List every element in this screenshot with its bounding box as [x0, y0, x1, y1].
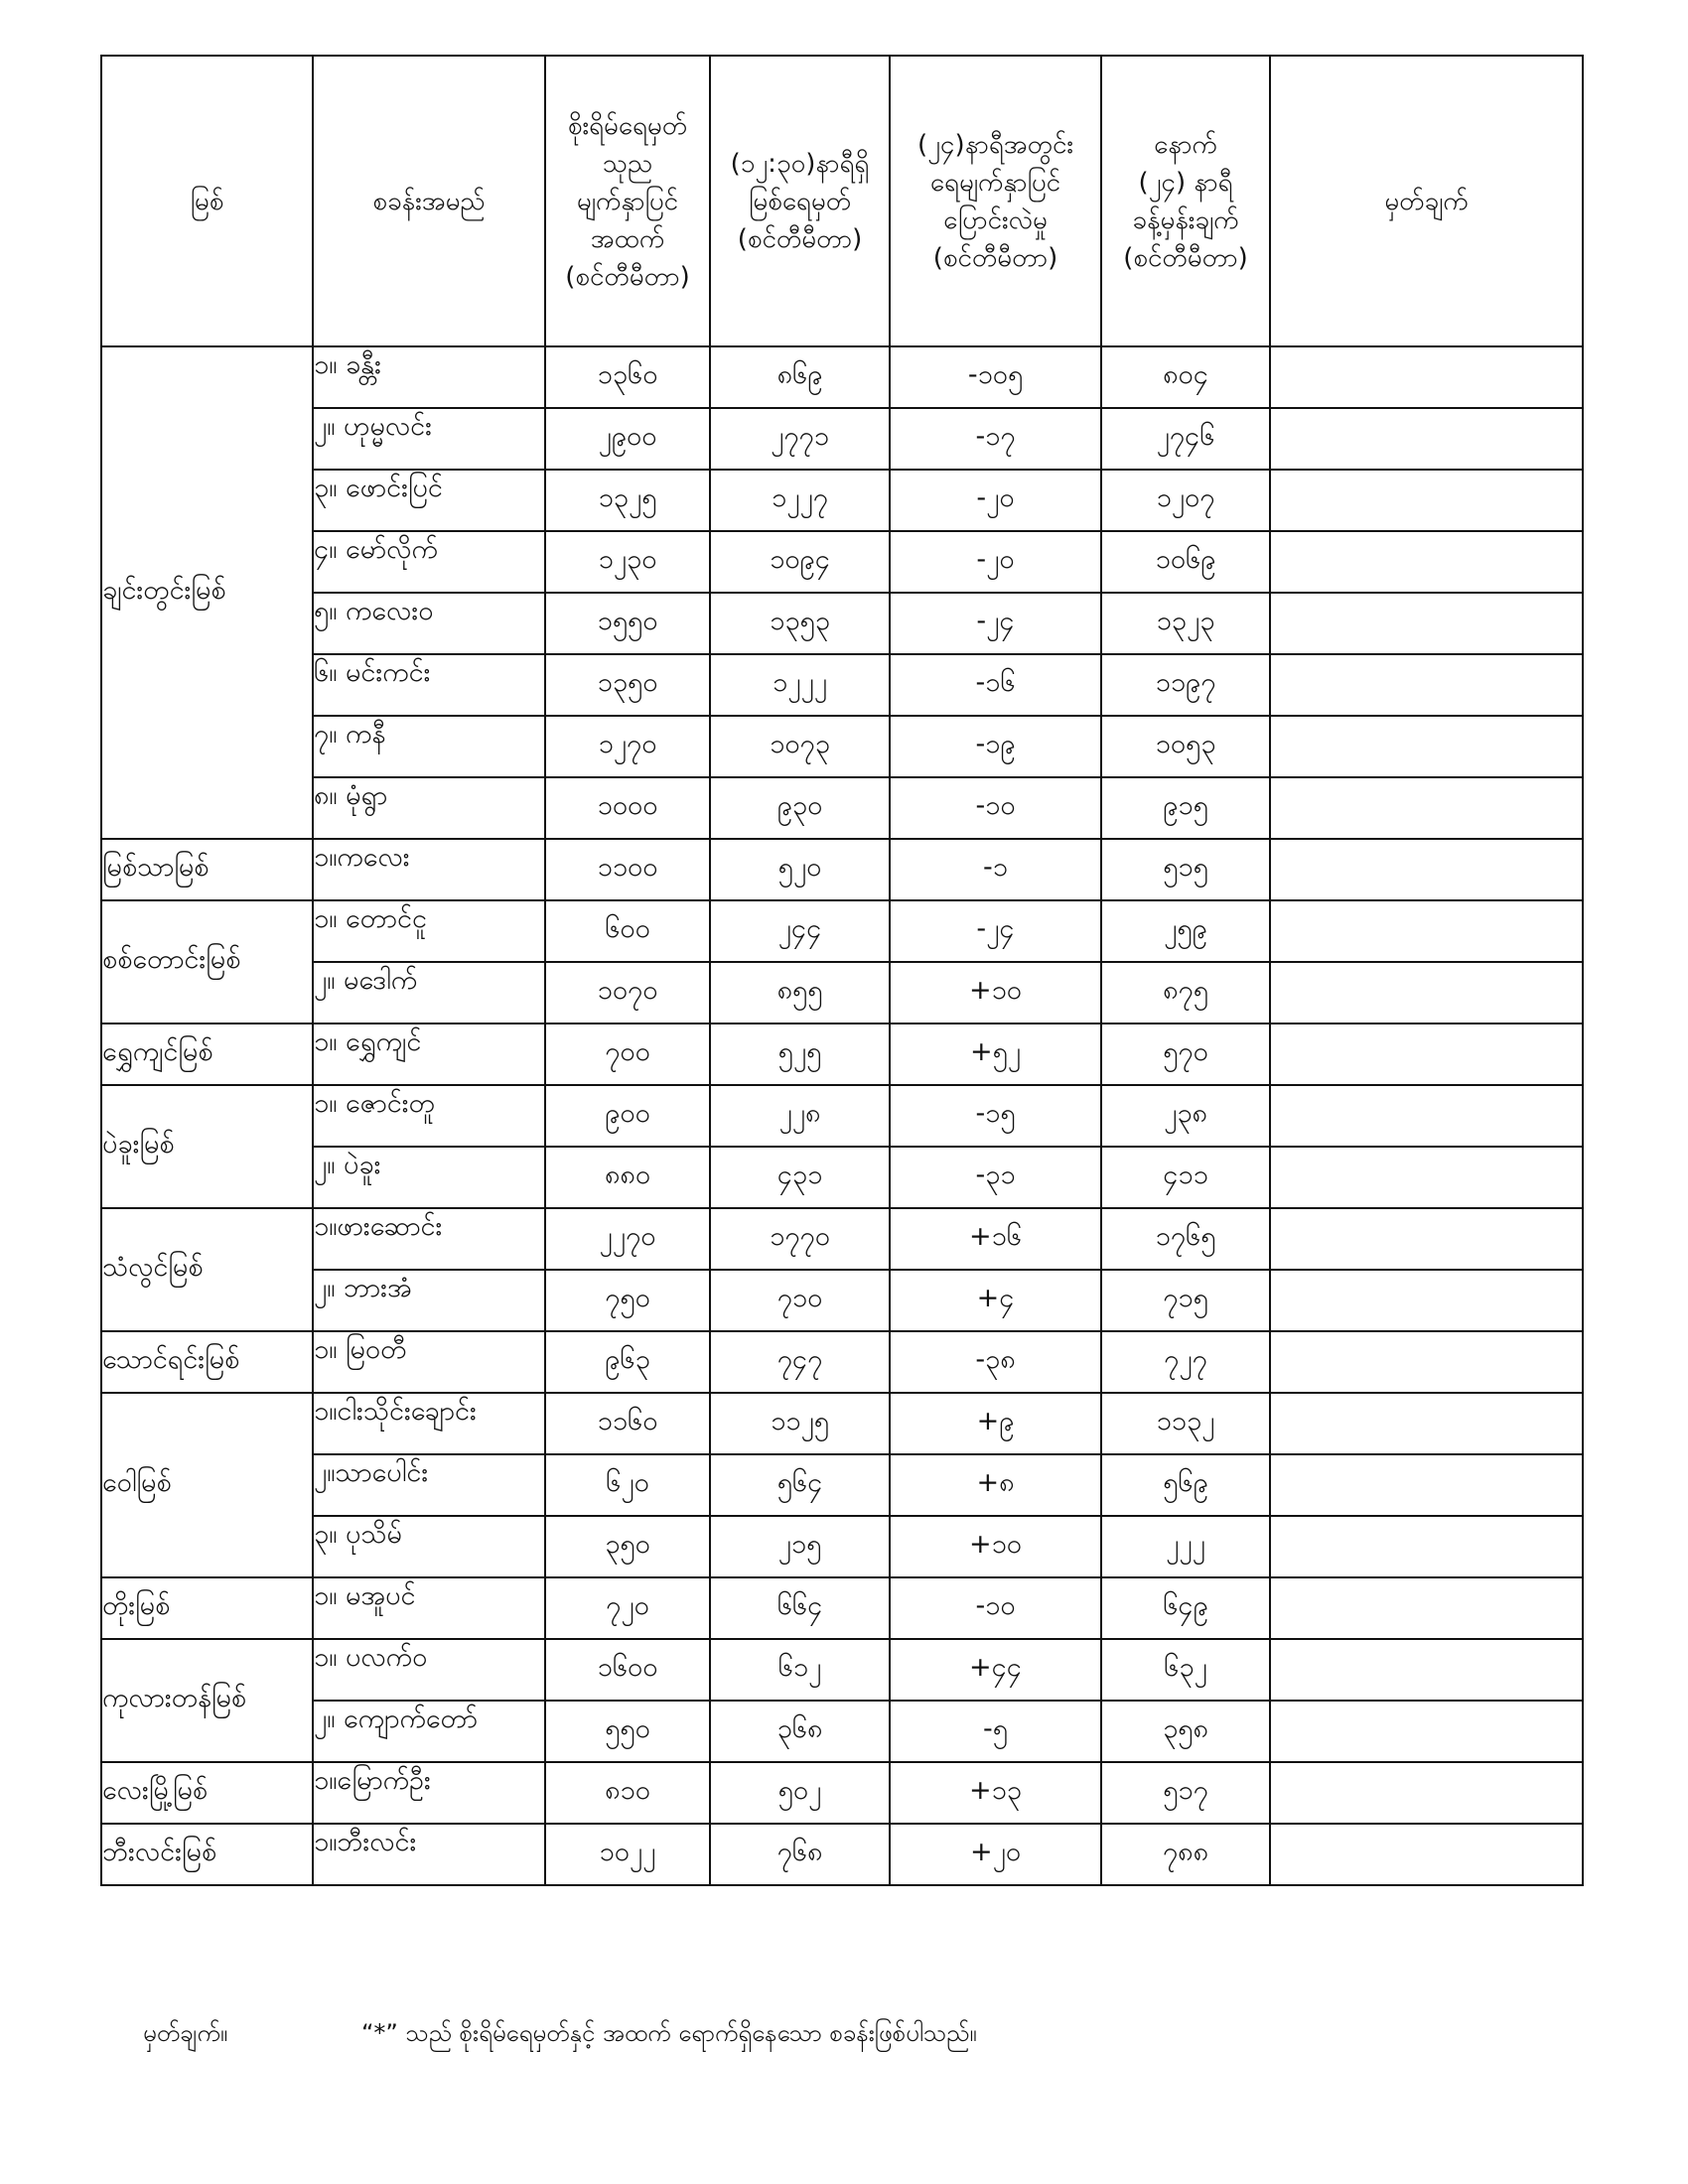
table-row	[101, 408, 1583, 470]
header-line: သုည	[602, 148, 653, 179]
table-row	[101, 1147, 1583, 1208]
alert-level: ၁၃၆၀	[545, 346, 710, 408]
station-name: ၈။ မုံရွာ	[313, 777, 545, 839]
table-row	[101, 1639, 1583, 1701]
change-24h: +၄	[890, 1270, 1101, 1331]
station-name: ၁။ မြဝတီ	[313, 1331, 545, 1393]
change-24h: +၉	[890, 1393, 1101, 1454]
station-name: ၆။ မင်းကင်း	[313, 654, 545, 716]
current-level: ၆၆၄	[710, 1577, 890, 1639]
header-24h-change	[890, 56, 1101, 346]
remarks	[1270, 1393, 1583, 1454]
change-24h: -၅	[890, 1701, 1101, 1762]
remarks	[1270, 346, 1583, 408]
alert-level: ၁၅၅၀	[545, 593, 710, 654]
remarks	[1270, 1824, 1583, 1885]
station-name: ၂။ ပဲခူး	[313, 1147, 545, 1208]
forecast-level: ၁၀၅၃	[1101, 716, 1270, 777]
forecast-level: ၈၀၄	[1101, 346, 1270, 408]
forecast-level: ၂၇၄၆	[1101, 408, 1270, 470]
current-level: ၂၇၇၁	[710, 408, 890, 470]
change-24h: +၁၀	[890, 1516, 1101, 1577]
table-row	[101, 716, 1583, 777]
table-row	[101, 654, 1583, 716]
header-current-level	[710, 56, 890, 346]
change-24h: +၁၃	[890, 1762, 1101, 1824]
table-row	[101, 531, 1583, 593]
station-name: ၂။ မဒေါက်	[313, 962, 545, 1024]
station-name: ၁။ဘီးလင်း	[313, 1824, 545, 1885]
header-river	[101, 56, 313, 346]
table-row	[101, 1701, 1583, 1762]
remarks	[1270, 408, 1583, 470]
current-level: ၂၄၄	[710, 900, 890, 962]
table-row	[101, 1208, 1583, 1270]
header-line: (၁၂:၃၀)နာရီရှိ	[730, 148, 870, 179]
table-row	[101, 1024, 1583, 1085]
remarks	[1270, 1762, 1583, 1824]
current-level: ၄၃၁	[710, 1147, 890, 1208]
table-row	[101, 1824, 1583, 1885]
alert-level: ၁၂၃၀	[545, 531, 710, 593]
remarks	[1270, 1331, 1583, 1393]
current-level: ၈၆၉	[710, 346, 890, 408]
header-line: ရေမျက်နှာပြင်	[929, 167, 1061, 198]
change-24h: -၁၀၅	[890, 346, 1101, 408]
remarks	[1270, 1577, 1583, 1639]
river-name: မြစ်သာမြစ်	[101, 839, 313, 900]
header-line: ခန့်မှန်းချက်	[1132, 205, 1239, 235]
header-line: မြစ်	[190, 186, 224, 216]
remarks	[1270, 839, 1583, 900]
alert-level: ၁၀၂၂	[545, 1824, 710, 1885]
current-level: ၁၁၂၅	[710, 1393, 890, 1454]
forecast-level: ၂၅၉	[1101, 900, 1270, 962]
alert-level: ၁၂၇၀	[545, 716, 710, 777]
table-row	[101, 839, 1583, 900]
current-level: ၁၂၂၇	[710, 470, 890, 531]
change-24h: +၁၆	[890, 1208, 1101, 1270]
change-24h: -၃၈	[890, 1331, 1101, 1393]
forecast-level: ၁၁၉၇	[1101, 654, 1270, 716]
alert-level: ၁၀၇၀	[545, 962, 710, 1024]
change-24h: -၃၁	[890, 1147, 1101, 1208]
forecast-level: ၁၂၀၇	[1101, 470, 1270, 531]
current-level: ၅၂၀	[710, 839, 890, 900]
header-line: (စင်တီမီတာ)	[565, 261, 690, 292]
alert-level: ၇၀၀	[545, 1024, 710, 1085]
header-line: ပြောင်းလဲမှု	[943, 205, 1048, 235]
current-level: ၅၀၂	[710, 1762, 890, 1824]
remarks	[1270, 777, 1583, 839]
current-level: ၈၅၅	[710, 962, 890, 1024]
remarks	[1270, 593, 1583, 654]
forecast-level: ၇၈၈	[1101, 1824, 1270, 1885]
current-level: ၂၂၈	[710, 1085, 890, 1147]
footnote-label: မှတ်ချက်။	[143, 2019, 228, 2047]
alert-level: ၂၉၀၀	[545, 408, 710, 470]
forecast-level: ၄၁၁	[1101, 1147, 1270, 1208]
current-level: ၇၁၀	[710, 1270, 890, 1331]
river-name: စစ်တောင်းမြစ်	[101, 900, 313, 1024]
table-row	[101, 962, 1583, 1024]
alert-level: ၉၀၀	[545, 1085, 710, 1147]
header-remarks	[1270, 56, 1583, 346]
station-name: ၇။ ကနီ	[313, 716, 545, 777]
current-level: ၁၀၉၄	[710, 531, 890, 593]
change-24h: -၁၅	[890, 1085, 1101, 1147]
forecast-level: ၆၄၉	[1101, 1577, 1270, 1639]
forecast-level: ၁၁၃၂	[1101, 1393, 1270, 1454]
header-line: မှတ်ချက်	[1384, 186, 1469, 216]
change-24h: -၂၀	[890, 470, 1101, 531]
current-level: ၇၄၇	[710, 1331, 890, 1393]
current-level: ၁၀၇၃	[710, 716, 890, 777]
alert-level: ၈၁၀	[545, 1762, 710, 1824]
header-alert-level	[545, 56, 710, 346]
forecast-level: ၁၇၆၅	[1101, 1208, 1270, 1270]
alert-level: ၁၁၆၀	[545, 1393, 710, 1454]
remarks	[1270, 654, 1583, 716]
river-name: ကုလားတန်မြစ်	[101, 1639, 313, 1762]
forecast-level: ၇၂၇	[1101, 1331, 1270, 1393]
alert-level: ၁၀၀၀	[545, 777, 710, 839]
forecast-level: ၉၁၅	[1101, 777, 1270, 839]
table-row	[101, 1085, 1583, 1147]
alert-level: ၈၈၀	[545, 1147, 710, 1208]
forecast-level: ၅၁၇	[1101, 1762, 1270, 1824]
remarks	[1270, 962, 1583, 1024]
change-24h: -၁	[890, 839, 1101, 900]
header-line: စခန်းအမည်	[372, 186, 486, 216]
remarks	[1270, 1024, 1583, 1085]
station-name: ၂။ ကျောက်တော်	[313, 1701, 545, 1762]
forecast-level: ၂၂၂	[1101, 1516, 1270, 1577]
change-24h: +၁၀	[890, 962, 1101, 1024]
remarks	[1270, 1701, 1583, 1762]
station-name: ၃။ ဖောင်းပြင်	[313, 470, 545, 531]
river-name: သောင်ရင်းမြစ်	[101, 1331, 313, 1393]
river-name: တိုးမြစ်	[101, 1577, 313, 1639]
station-name: ၂။ ဘားအံ	[313, 1270, 545, 1331]
alert-level: ၁၆၀၀	[545, 1639, 710, 1701]
current-level: ၁၂၂၂	[710, 654, 890, 716]
change-24h: -၁၆	[890, 654, 1101, 716]
footnote-text: “*” သည် စိုးရိမ်ရေမှတ်နှင့် အထက် ရောက်ရှိနေသော စခန်းဖြစ်ပါသည်။	[361, 2019, 977, 2047]
station-name: ၂။ ဟုမ္မလင်း	[313, 408, 545, 470]
river-name: ရွှေကျင်မြစ်	[101, 1024, 313, 1085]
change-24h: -၂၄	[890, 900, 1101, 962]
station-name: ၁။ ပလက်ဝ	[313, 1639, 545, 1701]
change-24h: -၂၀	[890, 531, 1101, 593]
forecast-level: ၈၇၅	[1101, 962, 1270, 1024]
alert-level: ၇၅၀	[545, 1270, 710, 1331]
station-name: ၁။ ဇောင်းတူ	[313, 1085, 545, 1147]
forecast-level: ၅၆၉	[1101, 1454, 1270, 1516]
current-level: ၆၁၂	[710, 1639, 890, 1701]
station-name: ၄။ မော်လိုက်	[313, 531, 545, 593]
alert-level: ၃၅၀	[545, 1516, 710, 1577]
header-line: (စင်တီမီတာ)	[737, 223, 863, 254]
header-line: နောက်	[1154, 129, 1217, 160]
station-name: ၁။ တောင်ငူ	[313, 900, 545, 962]
header-line: မျက်နှာပြင်	[576, 186, 679, 216]
header-line: စိုးရိမ်ရေမှတ်	[567, 110, 688, 141]
header-line: (စင်တီမီတာ)	[1123, 242, 1248, 273]
current-level: ၁၃၅၃	[710, 593, 890, 654]
alert-level: ၁၃၅၀	[545, 654, 710, 716]
alert-level: ၉၆၃	[545, 1331, 710, 1393]
header-line: (၂၄)နာရီအတွင်း	[917, 129, 1073, 160]
current-level: ၇၆၈	[710, 1824, 890, 1885]
table-row	[101, 1393, 1583, 1454]
alert-level: ၆၂၀	[545, 1454, 710, 1516]
footnote	[143, 2017, 977, 2053]
alert-level: ၇၂၀	[545, 1577, 710, 1639]
change-24h: +၂၀	[890, 1824, 1101, 1885]
header-row	[101, 56, 1583, 346]
remarks	[1270, 900, 1583, 962]
forecast-level: ၇၁၅	[1101, 1270, 1270, 1331]
station-name: ၁။ငါးသိုင်းချောင်း	[313, 1393, 545, 1454]
table-row	[101, 900, 1583, 962]
river-name: ဝေါမြစ်	[101, 1393, 313, 1577]
alert-level: ၁၁၀၀	[545, 839, 710, 900]
alert-level: ၆၀၀	[545, 900, 710, 962]
table-row	[101, 1270, 1583, 1331]
river-name: ပဲခူးမြစ်	[101, 1085, 313, 1208]
table-row	[101, 1516, 1583, 1577]
river-name: ချင်းတွင်းမြစ်	[101, 346, 313, 839]
header-line: မြစ်ရေမှတ်	[748, 186, 852, 216]
change-24h: +၅၂	[890, 1024, 1101, 1085]
remarks	[1270, 470, 1583, 531]
remarks	[1270, 1454, 1583, 1516]
alert-level: ၅၅၀	[545, 1701, 710, 1762]
change-24h: -၂၄	[890, 593, 1101, 654]
station-name: ၁။ ခန္တီး	[313, 346, 545, 408]
current-level: ၅၂၅	[710, 1024, 890, 1085]
table-row	[101, 346, 1583, 408]
remarks	[1270, 716, 1583, 777]
forecast-level: ၅၁၅	[1101, 839, 1270, 900]
header-line: (စင်တီမီတာ)	[932, 242, 1058, 273]
remarks	[1270, 531, 1583, 593]
forecast-level: ၅၇၀	[1101, 1024, 1270, 1085]
river-level-table	[100, 55, 1584, 1886]
forecast-level: ၁၀၆၉	[1101, 531, 1270, 593]
header-forecast	[1101, 56, 1270, 346]
change-24h: -၁၀	[890, 777, 1101, 839]
header-line: (၂၄) နာရီ	[1138, 167, 1233, 198]
change-24h: +၈	[890, 1454, 1101, 1516]
station-name: ၅။ ကလေးဝ	[313, 593, 545, 654]
river-name: လေးမြို့မြစ်	[101, 1762, 313, 1824]
forecast-level: ၁၃၂၃	[1101, 593, 1270, 654]
forecast-level: ၂၃၈	[1101, 1085, 1270, 1147]
forecast-level: ၃၅၈	[1101, 1701, 1270, 1762]
alert-level: ၂၂၇၀	[545, 1208, 710, 1270]
river-name: သံလွင်မြစ်	[101, 1208, 313, 1331]
remarks	[1270, 1516, 1583, 1577]
header-line: အထက်	[590, 223, 665, 254]
table-row	[101, 1331, 1583, 1393]
current-level: ၅၆၄	[710, 1454, 890, 1516]
table-body	[101, 346, 1583, 1885]
table-row	[101, 777, 1583, 839]
remarks	[1270, 1639, 1583, 1701]
station-name: ၁။ မအူပင်	[313, 1577, 545, 1639]
change-24h: +၄၄	[890, 1639, 1101, 1701]
river-name: ဘီးလင်းမြစ်	[101, 1824, 313, 1885]
station-name: ၃။ ပုသိမ်	[313, 1516, 545, 1577]
station-name: ၁။ဖားဆောင်း	[313, 1208, 545, 1270]
alert-level: ၁၃၂၅	[545, 470, 710, 531]
current-level: ၁၇၇၀	[710, 1208, 890, 1270]
change-24h: -၁၀	[890, 1577, 1101, 1639]
change-24h: -၁၇	[890, 408, 1101, 470]
remarks	[1270, 1085, 1583, 1147]
header-station	[313, 56, 545, 346]
remarks	[1270, 1270, 1583, 1331]
current-level: ၂၁၅	[710, 1516, 890, 1577]
forecast-level: ၆၃၂	[1101, 1639, 1270, 1701]
station-name: ၁။ကလေး	[313, 839, 545, 900]
table-row	[101, 1454, 1583, 1516]
change-24h: -၁၉	[890, 716, 1101, 777]
station-name: ၁။မြောက်ဦး	[313, 1762, 545, 1824]
current-level: ၃၆၈	[710, 1701, 890, 1762]
remarks	[1270, 1208, 1583, 1270]
table-row	[101, 1762, 1583, 1824]
station-name: ၁။ ရွှေကျင်	[313, 1024, 545, 1085]
remarks	[1270, 1147, 1583, 1208]
station-name: ၂။သာပေါင်း	[313, 1454, 545, 1516]
table-row	[101, 593, 1583, 654]
table-row	[101, 470, 1583, 531]
current-level: ၉၃၀	[710, 777, 890, 839]
table-row	[101, 1577, 1583, 1639]
